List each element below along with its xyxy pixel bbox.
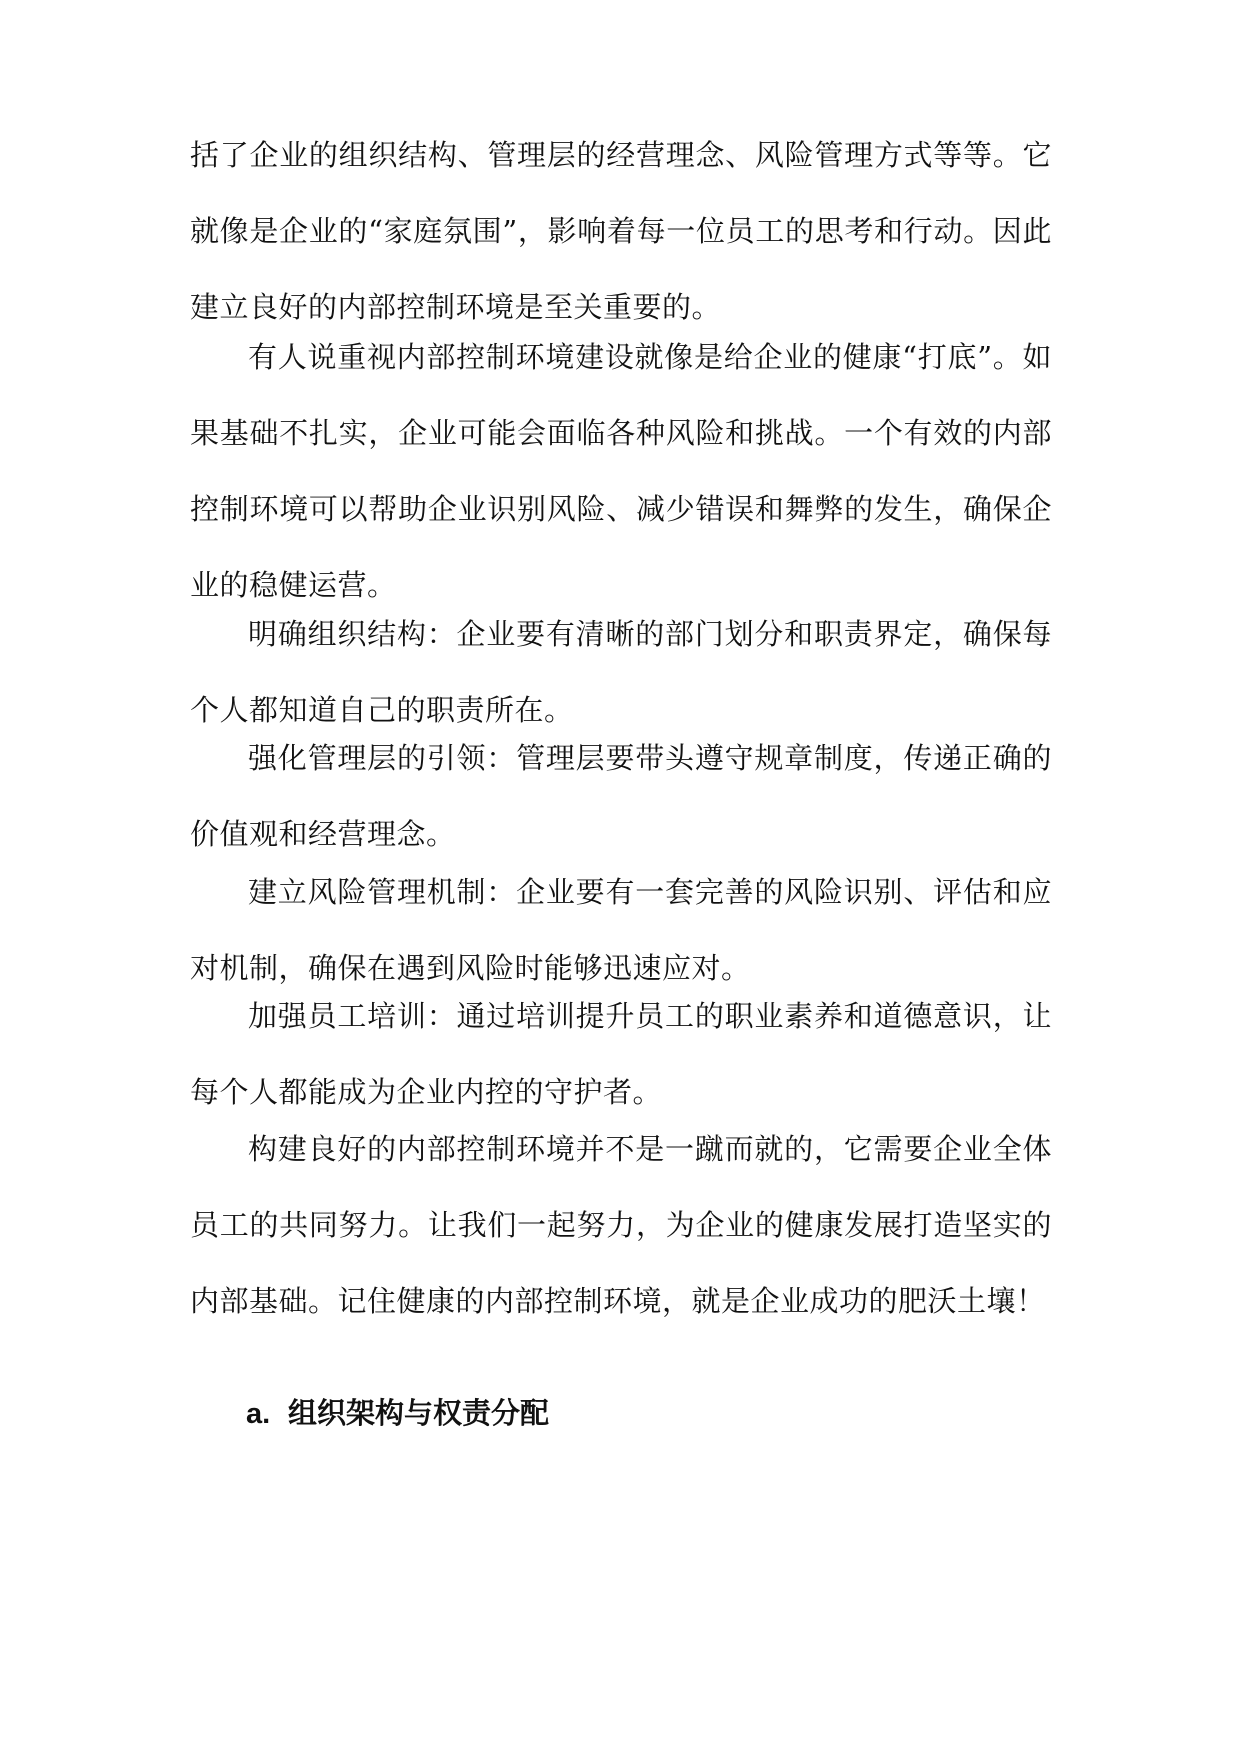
section-heading-marker: a.: [246, 1398, 271, 1430]
section-heading-title: 组织架构与权责分配: [288, 1396, 550, 1430]
body-paragraph: 加强员工培训：通过培训提升员工的职业素养和道德意识，让每个人都能成为企业内控的守护者。: [190, 999, 1052, 1109]
body-paragraph: 强化管理层的引领：管理层要带头遵守规章制度，传递正确的价值观和经营理念。: [190, 741, 1052, 851]
body-paragraph-continuation: 括了企业的组织结构、管理层的经营理念、风险管理方式等等。它就像是企业的“家庭氛围”，影响着每一位员工的思考和行动。因此建立良好的内部控制环境是至关重要的。: [190, 138, 1052, 324]
body-paragraph: 明确组织结构：企业要有清晰的部门划分和职责界定，确保每个人都知道自己的职责所在。: [190, 617, 1052, 727]
section-heading: [246, 1393, 549, 1434]
body-paragraph: 有人说重视内部控制环境建设就像是给企业的健康“打底”。如果基础不扎实，企业可能会面临各种风险和挑战。一个有效的内部控制环境可以帮助企业识别风险、减少错误和舞弊的发生，确保企业的稳健运营。: [190, 340, 1052, 602]
body-paragraph: 建立风险管理机制：企业要有一套完善的风险识别、评估和应对机制，确保在遇到风险时能够迅速应对。: [190, 875, 1052, 985]
body-paragraph: 构建良好的内部控制环境并不是一蹴而就的，它需要企业全体员工的共同努力。让我们一起努力，为企业的健康发展打造坚实的内部基础。记住健康的内部控制环境，就是企业成功的肥沃土壤！: [190, 1132, 1052, 1318]
